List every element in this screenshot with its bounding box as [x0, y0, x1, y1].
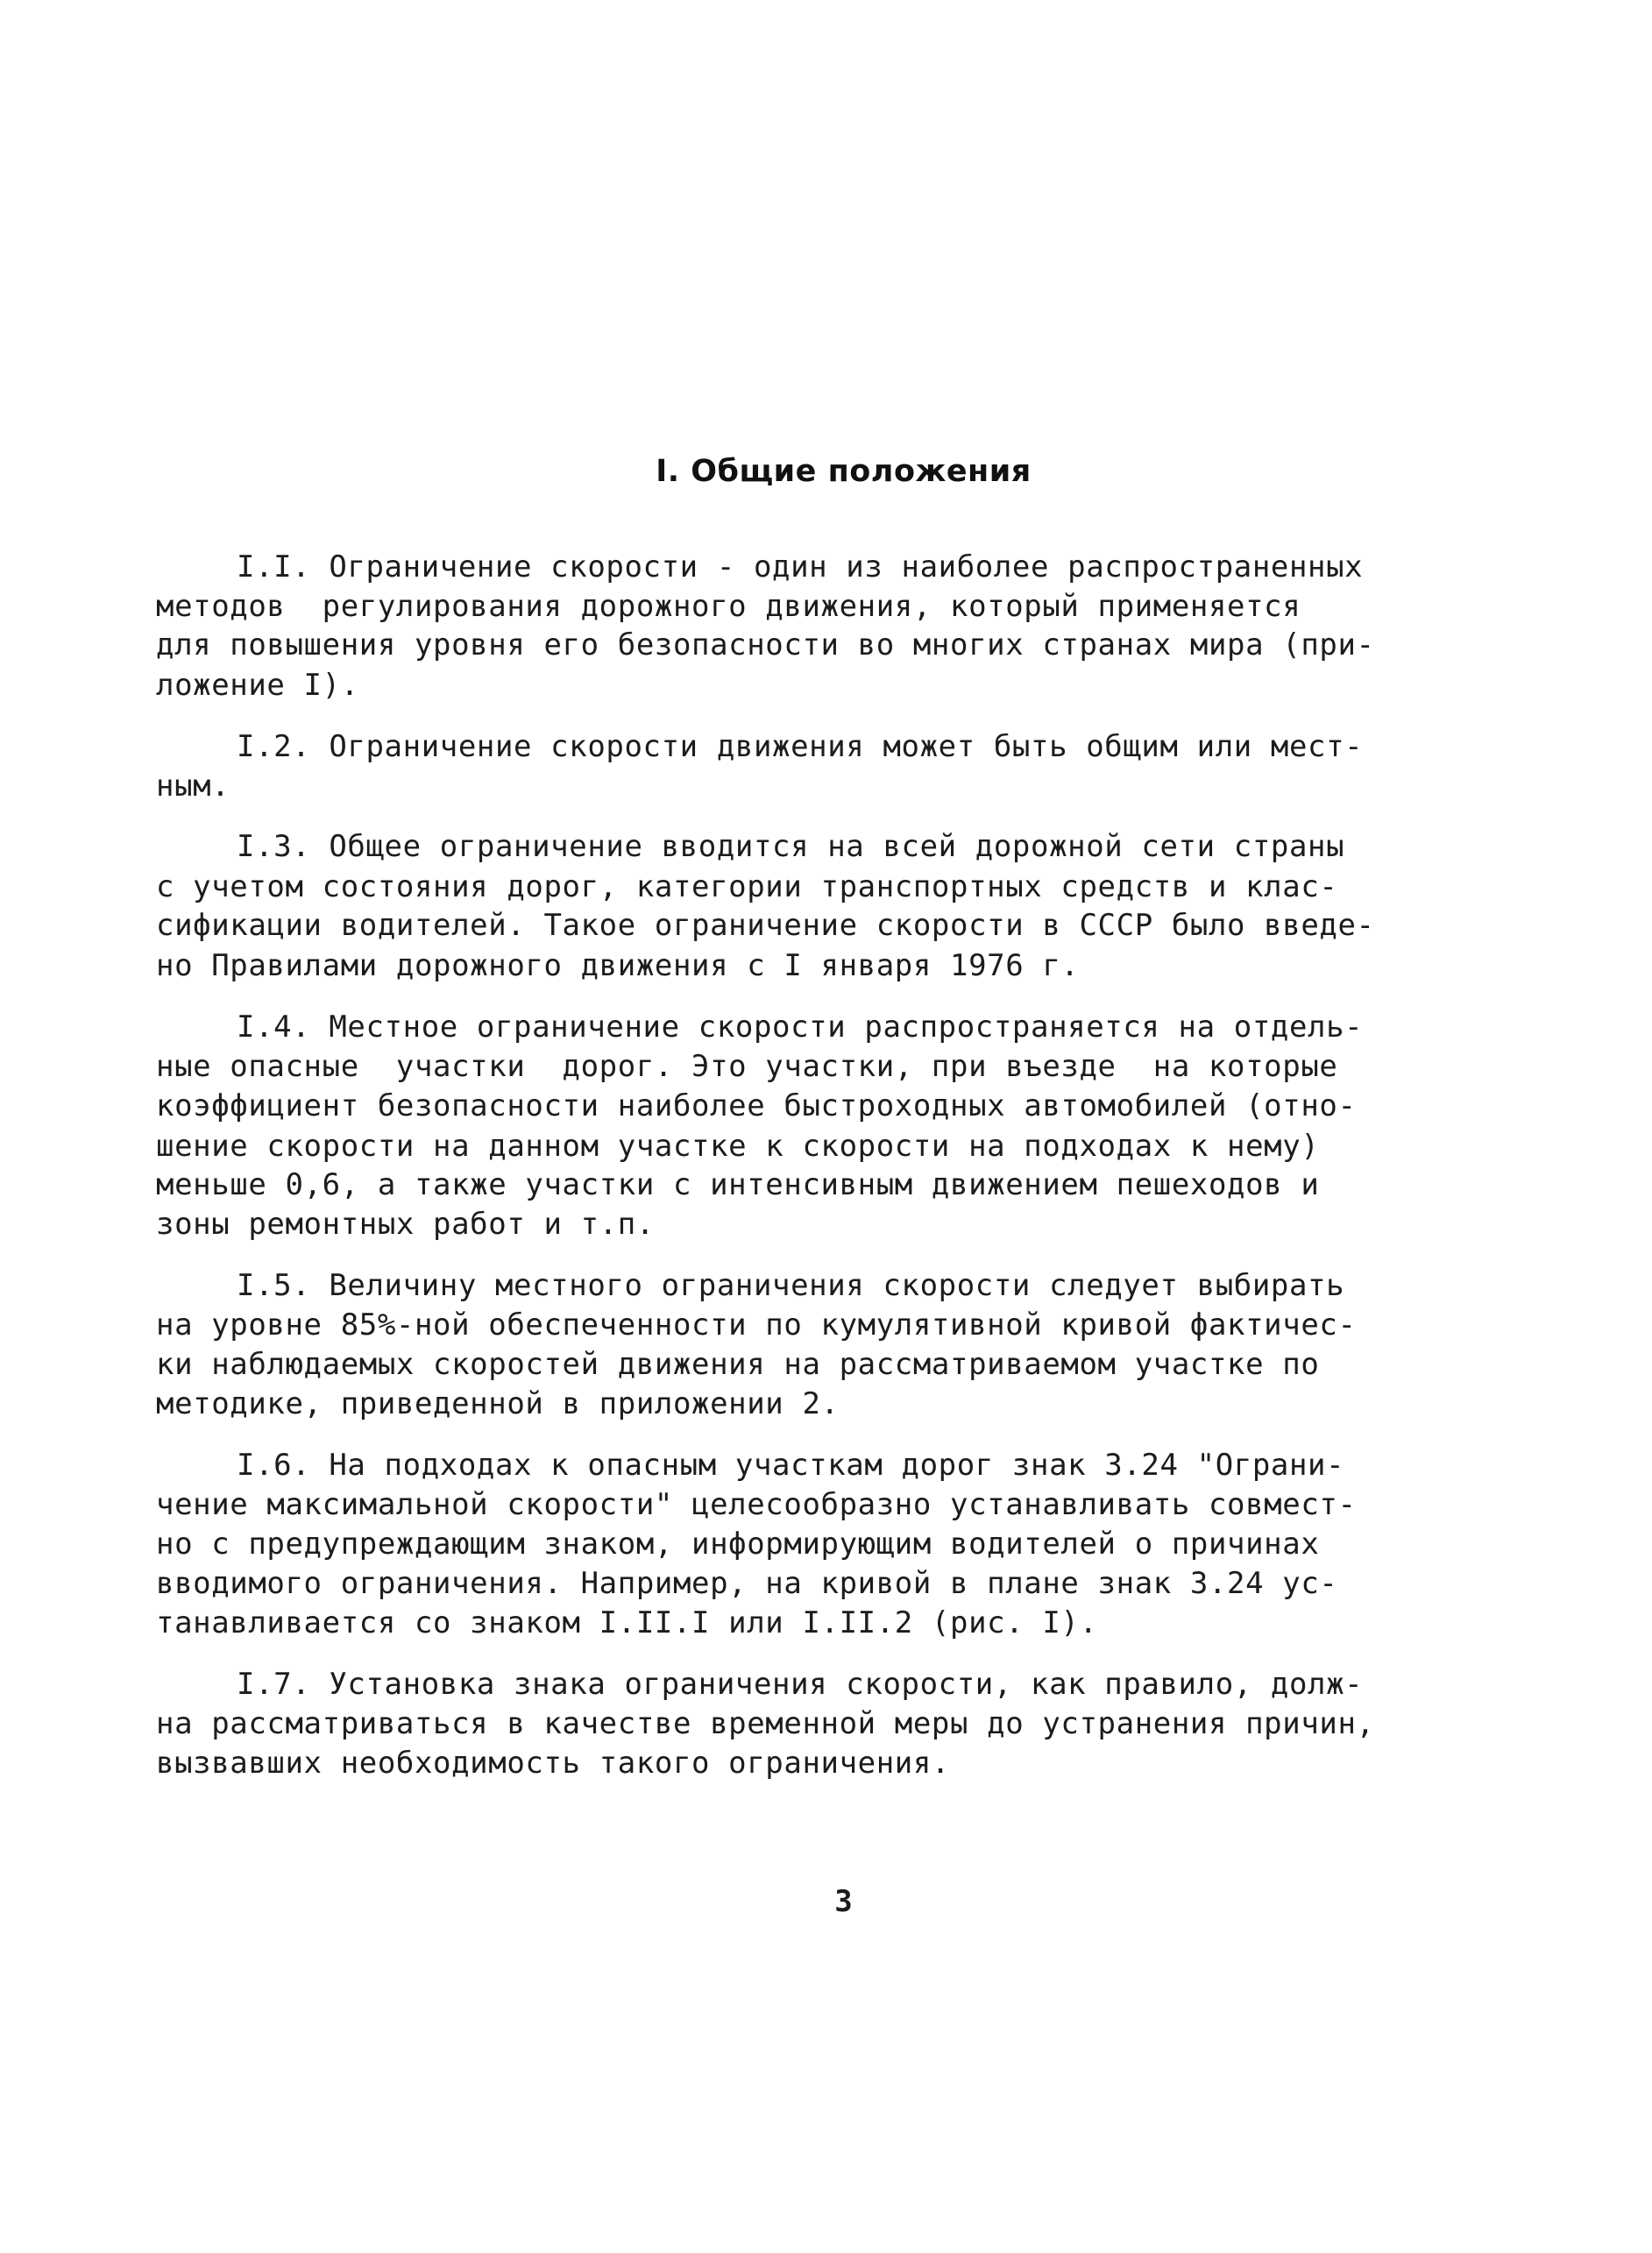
paragraph-1-3-line-1: I.3. Общее ограничение вводится на всей дорожной сети страны — [237, 829, 1345, 864]
paragraph-1-5-line-4: методике, приведенной в приложении 2. — [156, 1386, 840, 1421]
paragraph-1-6-line-3: но с предупреждающим знаком, информирующим водителей о причинах — [156, 1527, 1320, 1562]
paragraph-1-6-line-4: вводимого ограничения. Например, на кривой в плане знак 3.24 ус- — [156, 1566, 1338, 1601]
paragraph-1-1-line-2: методов регулирования дорожного движения, который применяется — [156, 589, 1301, 624]
paragraph-1-3-line-2: с учетом состояния дорог, категории транспортных средств и клас- — [156, 869, 1338, 904]
paragraph-1-4-line-3: коэффициент безопасности наиболее быстроходных автомобилей (отно- — [156, 1088, 1357, 1123]
paragraph-1-4-line-4: шение скорости на данном участке к скорости на подходах к нему) — [156, 1129, 1320, 1164]
paragraph-1-4-line-5: меньше 0,6, а также участки с интенсивным движением пешеходов и — [156, 1167, 1320, 1202]
paragraph-1-7-line-2: на рассматриваться в качестве временной меры до устранения причин, — [156, 1706, 1375, 1741]
paragraph-1-5-line-2: на уровне 85%-ной обеспеченности по кумулятивной кривой фактичес- — [156, 1307, 1357, 1343]
paragraph-1-2-line-1: I.2. Ограничение скорости движения может быть общим или мест- — [237, 729, 1364, 764]
paragraph-1-5-line-3: ки наблюдаемых скоростей движения на рассматриваемом участке по — [156, 1347, 1320, 1382]
page-number: 3 — [834, 1884, 853, 1919]
paragraph-1-7-line-1: I.7. Установка знака ограничения скорости, как правило, долж- — [237, 1667, 1364, 1702]
section-heading: I. Общие положения — [656, 454, 1032, 489]
paragraph-1-2-line-2: ным. — [156, 769, 230, 804]
paragraph-1-4-line-1: I.4. Местное ограничение скорости распространяется на отдель- — [237, 1010, 1364, 1045]
paragraph-1-1-line-3: для повышения уровня его безопасности во многих странах мира (при- — [156, 627, 1375, 662]
paragraph-1-6-line-5: танавливается со знаком I.II.I или I.II.2 (рис. I). — [156, 1605, 1098, 1640]
paragraph-1-6-line-2: чение максимальной скорости" целесообразно устанавливать совмест- — [156, 1487, 1357, 1522]
paragraph-1-3-line-3: сификации водителей. Такое ограничение скорости в СССР было введе- — [156, 908, 1375, 943]
paragraph-1-1-line-1: I.I. Ограничение скорости - один из наиболее распространенных — [237, 549, 1364, 585]
paragraph-1-5-line-1: I.5. Величину местного ограничения скорости следует выбирать — [237, 1268, 1345, 1303]
paragraph-1-4-line-2: ные опасные участки дорог. Это участки, при въезде на которые — [156, 1049, 1338, 1084]
paragraph-1-3-line-4: но Правилами дорожного движения с I января 1976 г. — [156, 948, 1080, 983]
paragraph-1-7-line-3: вызвавших необходимость такого ограничения. — [156, 1746, 950, 1781]
paragraph-1-4-line-6: зоны ремонтных работ и т.п. — [156, 1207, 655, 1242]
paragraph-1-1-line-4: ложение I). — [156, 668, 359, 703]
paragraph-1-6-line-1: I.6. На подходах к опасным участкам дорог знак 3.24 "Ограни- — [237, 1448, 1345, 1483]
